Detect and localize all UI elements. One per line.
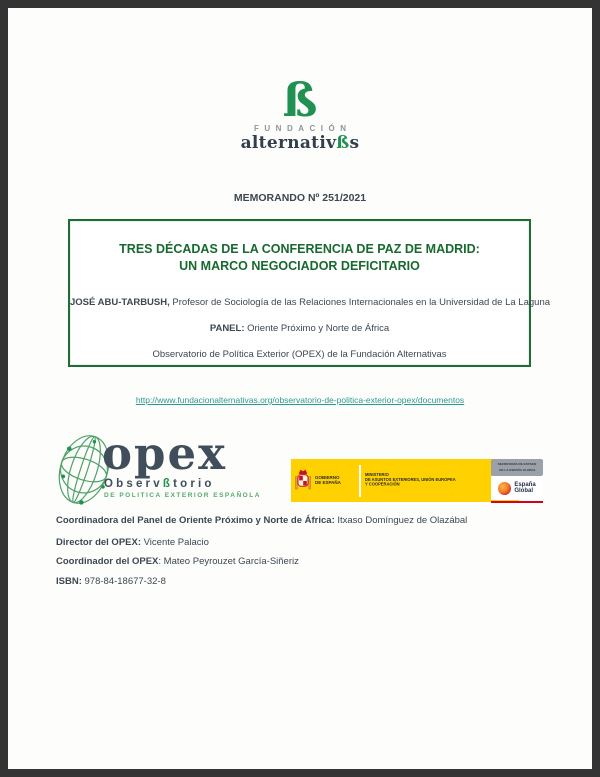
credits-coordinadora-label: Coordinadora del Panel de Oriente Próximo y Norte de África:: [56, 515, 335, 526]
brand-wordmark-glyph-icon: ß: [336, 133, 350, 153]
credits-coordinadora: [56, 515, 467, 526]
espana-global-circle-icon: [498, 482, 511, 495]
brand-wordmark: [8, 134, 592, 152]
memo-label: MEMORANDO: [233, 192, 306, 204]
espana-global-line1: España: [514, 481, 536, 488]
opex-wordmark: opex: [102, 427, 227, 480]
secretaria-line2: DE LA ESPAÑA GLOBAL: [498, 467, 536, 472]
observatory-line: Observatorio de Política Exterior (OPEX) de la Fundación Alternativas: [152, 349, 447, 360]
secretaria-line1: SECRETARÍA DE ESTADO: [497, 462, 537, 467]
panel-label: PANEL:: [209, 323, 245, 334]
espana-global-line2: Global: [514, 488, 533, 494]
opex-subtitle: [104, 478, 261, 490]
memo-title: [70, 241, 529, 275]
credits-coordinador: [56, 556, 299, 567]
espana-global-logo: [491, 476, 543, 500]
credits-isbn-value: 978-84-18677-32-8: [81, 576, 166, 587]
gobierno-label: [315, 475, 345, 486]
espana-global-redline: [491, 501, 543, 503]
opex-subtitle-glyph-icon: ß: [162, 478, 174, 490]
ministerio-line3: Y COOPERACIÓN: [365, 482, 400, 487]
author-name: JOSÉ ABU-TARBUSH,: [70, 297, 170, 308]
panel-value: Oriente Próximo y Norte de África: [244, 323, 390, 334]
credits-coordinador-value: : Mateo Peyrouzet García-Siñeriz: [158, 556, 299, 567]
credits-director-label: Director del OPEX:: [56, 537, 141, 548]
brand-wordmark-post: s: [349, 133, 360, 153]
author-description: Profesor de Sociología de las Relaciones Internacionales en la Universidad de La Laguna: [169, 297, 551, 308]
brand-fundacion-label: FUNDACIÓN: [254, 124, 352, 133]
gov-divider: [359, 465, 361, 497]
memo-title-line1: TRES DÉCADAS DE LA CONFERENCIA DE PAZ DE MADRID:: [119, 242, 480, 256]
ministerio-label: [365, 473, 467, 487]
secretaria-badge: [491, 459, 543, 476]
credits-director: [56, 537, 209, 548]
credits-isbn: [56, 576, 166, 587]
gobierno-line2: DE ESPAÑA: [315, 480, 341, 485]
ministerio-line2: DE ASUNTOS EXTERIORES, UNIÓN EUROPEA: [365, 478, 456, 483]
gov-logo: [291, 459, 543, 506]
panel-line: [70, 323, 529, 334]
documents-link[interactable]: http://www.fundacionalternativas.org/observatorio-de-politica-exterior-opex/documentos: [135, 395, 465, 405]
opex-tagline: DE POLITICA EXTERIOR ESPAÑOLA: [104, 492, 261, 499]
credits-coordinador-label: Coordinador del OPEX: [56, 556, 159, 567]
fundacion-alternativas-logo: [8, 73, 592, 153]
opex-logo: [56, 427, 286, 513]
credits-director-value: Vicente Palacio: [141, 537, 209, 548]
alternativas-glyph-icon: ß: [282, 73, 318, 127]
brand-wordmark-pre: alternativ: [240, 133, 337, 153]
author-line: [70, 297, 551, 308]
espana-global-block: [491, 459, 543, 506]
gov-main-strip: [291, 459, 479, 502]
ministerio-line1: MINISTERIO: [365, 473, 389, 478]
memo-number: Nº 251/2021: [307, 192, 367, 204]
memo-title-line2: UN MARCO NEGOCIADOR DEFICITARIO: [179, 259, 420, 273]
documents-link-row: [8, 390, 592, 408]
opex-subtitle-post: torio: [173, 478, 215, 490]
espana-global-label: [514, 482, 535, 495]
gobierno-line1: GOBIERNO: [315, 475, 340, 480]
memo-number-line: [8, 192, 592, 204]
coat-of-arms-icon: [295, 469, 311, 493]
credits-isbn-label: ISBN:: [56, 576, 82, 587]
title-box: [68, 219, 551, 367]
opex-subtitle-pre: Observ: [104, 478, 163, 490]
credits-coordinadora-value: Itxaso Domínguez de Olazábal: [334, 515, 468, 526]
